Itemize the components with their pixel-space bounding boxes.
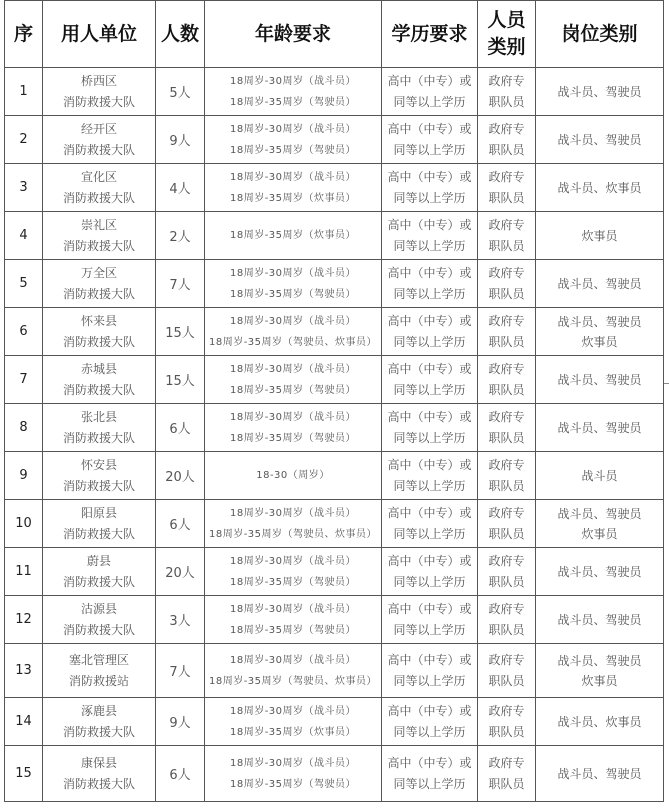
cell-age-line: 18周岁-35周岁（驾驶员） <box>229 576 357 588</box>
cell-education <box>382 68 478 116</box>
cell-unit-line: 消防救援大队 <box>62 142 135 157</box>
cell-position <box>536 164 664 212</box>
cell-age <box>205 404 382 452</box>
cell-position-line: 战斗员 <box>581 468 618 483</box>
cell-education-line: 高中（中专）或 <box>387 457 472 472</box>
cell-unit-line: 消防救援大队 <box>62 776 135 791</box>
cell-position <box>536 746 664 802</box>
table-body <box>5 68 664 802</box>
cell-category <box>478 698 536 746</box>
cell-category <box>478 452 536 500</box>
cell-unit-line: 消防救援大队 <box>62 430 135 445</box>
cell-unit <box>43 596 156 644</box>
cell-category <box>478 212 536 260</box>
cell-category-line: 政府专 <box>488 361 525 376</box>
cell-education-line: 高中（中专）或 <box>387 73 472 88</box>
table-row <box>5 452 664 500</box>
cell-unit-line: 消防救援大队 <box>62 238 135 253</box>
cell-count: 5人 <box>156 68 205 116</box>
cell-index: 7 <box>5 356 43 404</box>
cell-position-line: 炊事员 <box>581 526 618 541</box>
cell-category-line: 政府专 <box>488 703 525 718</box>
cell-category-line: 职队员 <box>488 94 525 109</box>
cell-education-line: 同等以上学历 <box>393 622 466 637</box>
cell-category <box>478 308 536 356</box>
cell-unit-line: 怀安县 <box>80 457 117 472</box>
cell-category-line: 政府专 <box>488 265 525 280</box>
cell-age <box>205 260 382 308</box>
cell-position <box>536 596 664 644</box>
cell-age <box>205 356 382 404</box>
cell-education-line: 同等以上学历 <box>393 478 466 493</box>
cell-position <box>536 644 664 698</box>
cell-unit-line: 消防救援大队 <box>62 382 135 397</box>
cell-index: 4 <box>5 212 43 260</box>
cell-category-line: 职队员 <box>488 673 525 688</box>
cell-position-line: 战斗员、驾驶员 <box>557 564 642 579</box>
cell-unit-line: 蔚县 <box>86 553 111 568</box>
cell-unit <box>43 404 156 452</box>
header-position: 岗位类别 <box>536 1 664 68</box>
cell-category-line: 政府专 <box>488 217 525 232</box>
cell-category-line: 职队员 <box>488 142 525 157</box>
cell-education <box>382 164 478 212</box>
cell-education-line: 高中（中专）或 <box>387 505 472 520</box>
cell-age-line: 18周岁-30周岁（战斗员） <box>229 654 357 666</box>
cell-unit <box>43 452 156 500</box>
cell-unit-line: 消防救援大队 <box>62 574 135 589</box>
table-row <box>5 68 664 116</box>
table-row <box>5 116 664 164</box>
cell-category-line: 职队员 <box>488 724 525 739</box>
cell-index: 1 <box>5 68 43 116</box>
cell-category-line: 政府专 <box>488 169 525 184</box>
cell-age <box>205 644 382 698</box>
table-row <box>5 698 664 746</box>
cell-education-line: 同等以上学历 <box>393 574 466 589</box>
cell-age-line: 18周岁-30周岁（战斗员） <box>229 603 357 615</box>
cell-position-line: 战斗员、驾驶员 <box>557 653 642 668</box>
cell-position <box>536 548 664 596</box>
cell-unit-line: 经开区 <box>80 121 117 136</box>
cell-age-line: 18周岁-35周岁（驾驶员） <box>229 96 357 108</box>
cell-category <box>478 404 536 452</box>
cell-education-line: 同等以上学历 <box>393 334 466 349</box>
table-row <box>5 746 664 802</box>
cell-index: 11 <box>5 548 43 596</box>
cell-position-line: 战斗员、驾驶员 <box>557 276 642 291</box>
header-row <box>5 1 664 68</box>
cell-category-line: 政府专 <box>488 755 525 770</box>
cell-count: 3人 <box>156 596 205 644</box>
cell-category <box>478 644 536 698</box>
cell-education-line: 同等以上学历 <box>393 724 466 739</box>
cell-index: 2 <box>5 116 43 164</box>
cell-age-line: 18周岁-35周岁（驾驶员） <box>229 144 357 156</box>
cell-education-line: 高中（中专）或 <box>387 121 472 136</box>
cell-education-line: 高中（中专）或 <box>387 755 472 770</box>
cell-unit <box>43 164 156 212</box>
cell-age-line: 18周岁-35周岁（驾驶员、炊事员） <box>208 528 378 540</box>
cell-unit-line: 崇礼区 <box>80 217 117 232</box>
cell-count: 6人 <box>156 500 205 548</box>
cell-count: 7人 <box>156 260 205 308</box>
cell-age-line: 18周岁-35周岁（炊事员） <box>229 230 357 241</box>
cell-age-line: 18周岁-30周岁（战斗员） <box>229 363 357 375</box>
cell-count: 9人 <box>156 116 205 164</box>
cell-education-line: 高中（中专）或 <box>387 217 472 232</box>
cell-education <box>382 548 478 596</box>
cell-education-line: 高中（中专）或 <box>387 265 472 280</box>
cell-count: 20人 <box>156 548 205 596</box>
cell-category-line: 政府专 <box>488 121 525 136</box>
cell-category <box>478 548 536 596</box>
header-index: 序 <box>5 1 43 68</box>
cell-unit-line: 塞北管理区 <box>68 652 129 667</box>
cell-unit-line: 消防救援大队 <box>62 334 135 349</box>
cell-age-line: 18-30（周岁） <box>256 470 330 481</box>
cell-age-line: 18周岁-35周岁（驾驶员） <box>229 432 357 444</box>
cell-education <box>382 260 478 308</box>
cell-category <box>478 164 536 212</box>
cell-category-line: 政府专 <box>488 457 525 472</box>
cell-index: 9 <box>5 452 43 500</box>
cell-count: 4人 <box>156 164 205 212</box>
cell-position-line: 炊事员 <box>581 673 618 688</box>
cell-age <box>205 500 382 548</box>
table-row <box>5 308 664 356</box>
cell-age <box>205 746 382 802</box>
cell-unit-line: 消防救援大队 <box>62 526 135 541</box>
cell-position <box>536 698 664 746</box>
cell-category-line: 政府专 <box>488 73 525 88</box>
cell-unit-line: 消防救援站 <box>68 673 129 688</box>
cell-age-line: 18周岁-35周岁（驾驶员、炊事员） <box>208 336 378 348</box>
cell-education <box>382 212 478 260</box>
cell-category <box>478 596 536 644</box>
cell-position-line: 战斗员、驾驶员 <box>557 420 642 435</box>
cell-category-line: 职队员 <box>488 286 525 301</box>
cell-unit <box>43 68 156 116</box>
cell-age <box>205 698 382 746</box>
cell-category-line: 政府专 <box>488 313 525 328</box>
cell-age-line: 18周岁-35周岁（驾驶员） <box>229 624 357 636</box>
cell-unit <box>43 212 156 260</box>
cell-count: 6人 <box>156 404 205 452</box>
cell-age-line: 18周岁-30周岁（战斗员） <box>229 507 357 519</box>
cell-category-line: 职队员 <box>488 526 525 541</box>
cell-category-line: 职队员 <box>488 238 525 253</box>
cell-unit <box>43 500 156 548</box>
table-row <box>5 212 664 260</box>
cell-category-line: 政府专 <box>488 553 525 568</box>
table-row <box>5 644 664 698</box>
cell-education-line: 同等以上学历 <box>393 430 466 445</box>
cell-category <box>478 68 536 116</box>
cell-unit-line: 消防救援大队 <box>62 478 135 493</box>
cell-category-line: 职队员 <box>488 574 525 589</box>
cell-education-line: 同等以上学历 <box>393 94 466 109</box>
cell-age <box>205 212 382 260</box>
table-row <box>5 404 664 452</box>
cell-count: 20人 <box>156 452 205 500</box>
table-row <box>5 356 664 404</box>
cell-age-line: 18周岁-30周岁（战斗员） <box>229 705 357 717</box>
cell-category-line: 政府专 <box>488 505 525 520</box>
cell-unit-line: 消防救援大队 <box>62 94 135 109</box>
header-category <box>478 1 536 68</box>
table-row <box>5 500 664 548</box>
cell-position <box>536 260 664 308</box>
cell-index: 15 <box>5 746 43 802</box>
cell-education <box>382 596 478 644</box>
cell-age <box>205 548 382 596</box>
cell-category-line: 职队员 <box>488 622 525 637</box>
cell-age <box>205 308 382 356</box>
cell-education-line: 同等以上学历 <box>393 673 466 688</box>
cell-position-line: 战斗员、驾驶员 <box>557 766 642 781</box>
cell-unit-line: 万全区 <box>80 265 117 280</box>
cell-education <box>382 404 478 452</box>
cell-age <box>205 68 382 116</box>
cell-unit-line: 桥西区 <box>80 73 117 88</box>
cell-education <box>382 500 478 548</box>
cell-category <box>478 500 536 548</box>
cell-education <box>382 308 478 356</box>
cell-age-line: 18周岁-35周岁（驾驶员、炊事员） <box>208 675 378 687</box>
cell-index: 13 <box>5 644 43 698</box>
cell-position-line: 战斗员、驾驶员 <box>557 506 642 521</box>
header-category-line: 人员 <box>487 9 526 31</box>
cell-position <box>536 116 664 164</box>
cell-age <box>205 164 382 212</box>
cell-age-line: 18周岁-30周岁（战斗员） <box>229 171 357 183</box>
cell-unit-line: 康保县 <box>80 755 117 770</box>
cell-unit-line: 张北县 <box>80 409 117 424</box>
table-row <box>5 260 664 308</box>
cell-unit <box>43 698 156 746</box>
cell-category <box>478 356 536 404</box>
cell-age-line: 18周岁-35周岁（驾驶员） <box>229 778 357 790</box>
cell-age-line: 18周岁-35周岁（炊事员） <box>229 192 357 204</box>
cell-unit-line: 消防救援大队 <box>62 286 135 301</box>
header-unit: 用人单位 <box>43 1 156 68</box>
cell-unit-line: 涿鹿县 <box>80 703 117 718</box>
cell-age-line: 18周岁-35周岁（驾驶员） <box>229 288 357 300</box>
cell-age <box>205 452 382 500</box>
cell-position-line: 战斗员、驾驶员 <box>557 372 642 387</box>
cell-index: 5 <box>5 260 43 308</box>
cell-education-line: 高中（中专）或 <box>387 361 472 376</box>
cell-category-line: 职队员 <box>488 334 525 349</box>
cell-position <box>536 452 664 500</box>
cell-count: 6人 <box>156 746 205 802</box>
cell-age <box>205 116 382 164</box>
cell-education <box>382 116 478 164</box>
cell-category-line: 职队员 <box>488 776 525 791</box>
cell-education <box>382 452 478 500</box>
cell-position <box>536 356 664 404</box>
cell-index: 8 <box>5 404 43 452</box>
cell-unit-line: 消防救援大队 <box>62 724 135 739</box>
cell-education-line: 高中（中专）或 <box>387 601 472 616</box>
cell-index: 10 <box>5 500 43 548</box>
cell-position-line: 战斗员、炊事员 <box>557 180 642 195</box>
cell-category-line: 政府专 <box>488 409 525 424</box>
cell-position <box>536 500 664 548</box>
cell-education <box>382 698 478 746</box>
cell-unit <box>43 548 156 596</box>
cell-position <box>536 308 664 356</box>
cell-education <box>382 356 478 404</box>
cell-education-line: 同等以上学历 <box>393 286 466 301</box>
cell-age-line: 18周岁-30周岁（战斗员） <box>229 411 357 423</box>
cell-unit <box>43 116 156 164</box>
cell-count: 2人 <box>156 212 205 260</box>
cell-education-line: 同等以上学历 <box>393 238 466 253</box>
cell-index: 12 <box>5 596 43 644</box>
cell-category <box>478 260 536 308</box>
cell-age-line: 18周岁-30周岁（战斗员） <box>229 75 357 87</box>
cell-count: 15人 <box>156 356 205 404</box>
cell-unit <box>43 644 156 698</box>
cell-unit-line: 消防救援大队 <box>62 190 135 205</box>
cell-unit <box>43 356 156 404</box>
cell-position-line: 战斗员、驾驶员 <box>557 314 642 329</box>
cell-education <box>382 746 478 802</box>
cell-education-line: 同等以上学历 <box>393 382 466 397</box>
cell-position-line: 战斗员、驾驶员 <box>557 612 642 627</box>
cell-category <box>478 116 536 164</box>
cell-category-line: 职队员 <box>488 382 525 397</box>
cell-position-line: 战斗员、驾驶员 <box>557 132 642 147</box>
cell-education <box>382 644 478 698</box>
cell-count: 9人 <box>156 698 205 746</box>
cell-position-line: 战斗员、炊事员 <box>557 714 642 729</box>
cell-education-line: 高中（中专）或 <box>387 553 472 568</box>
table-row <box>5 164 664 212</box>
cell-unit <box>43 260 156 308</box>
table-row <box>5 548 664 596</box>
cell-index: 6 <box>5 308 43 356</box>
cell-category-line: 职队员 <box>488 190 525 205</box>
cell-age-line: 18周岁-30周岁（战斗员） <box>229 757 357 769</box>
cell-position-line: 炊事员 <box>581 228 618 243</box>
cell-position <box>536 404 664 452</box>
header-age: 年龄要求 <box>205 1 382 68</box>
cell-education-line: 同等以上学历 <box>393 526 466 541</box>
cell-unit <box>43 746 156 802</box>
cell-age-line: 18周岁-35周岁（驾驶员） <box>229 384 357 396</box>
cell-index: 14 <box>5 698 43 746</box>
cell-age <box>205 596 382 644</box>
cell-category-line: 职队员 <box>488 430 525 445</box>
cell-position-line: 战斗员、驾驶员 <box>557 84 642 99</box>
cell-unit-line: 怀来县 <box>80 313 117 328</box>
cell-age-line: 18周岁-30周岁（战斗员） <box>229 123 357 135</box>
cell-position-line: 炊事员 <box>581 334 618 349</box>
cell-education-line: 高中（中专）或 <box>387 169 472 184</box>
cell-unit-line: 赤城县 <box>80 361 117 376</box>
cell-education-line: 高中（中专）或 <box>387 703 472 718</box>
header-category-line: 类别 <box>487 36 526 58</box>
cell-age-line: 18周岁-30周岁（战斗员） <box>229 267 357 279</box>
cell-category <box>478 746 536 802</box>
cell-count: 7人 <box>156 644 205 698</box>
cell-education-line: 高中（中专）或 <box>387 409 472 424</box>
header-education: 学历要求 <box>382 1 478 68</box>
cell-education-line: 高中（中专）或 <box>387 313 472 328</box>
cell-unit <box>43 308 156 356</box>
cell-education-line: 高中（中专）或 <box>387 652 472 667</box>
cell-position <box>536 68 664 116</box>
cell-unit-line: 宣化区 <box>80 169 117 184</box>
cell-education-line: 同等以上学历 <box>393 142 466 157</box>
cell-category-line: 政府专 <box>488 652 525 667</box>
cell-category-line: 政府专 <box>488 601 525 616</box>
recruitment-table <box>4 0 664 802</box>
cell-age-line: 18周岁-35周岁（炊事员） <box>229 726 357 738</box>
table-row <box>5 596 664 644</box>
cell-count: 15人 <box>156 308 205 356</box>
margin-mark <box>664 383 669 384</box>
cell-unit-line: 阳原县 <box>80 505 117 520</box>
header-count: 人数 <box>156 1 205 68</box>
cell-age-line: 18周岁-30周岁（战斗员） <box>229 555 357 567</box>
cell-category-line: 职队员 <box>488 478 525 493</box>
cell-position <box>536 212 664 260</box>
cell-education-line: 同等以上学历 <box>393 190 466 205</box>
cell-unit-line: 消防救援大队 <box>62 622 135 637</box>
cell-education-line: 同等以上学历 <box>393 776 466 791</box>
cell-unit-line: 沽源县 <box>80 601 117 616</box>
cell-age-line: 18周岁-30周岁（战斗员） <box>229 315 357 327</box>
cell-index: 3 <box>5 164 43 212</box>
